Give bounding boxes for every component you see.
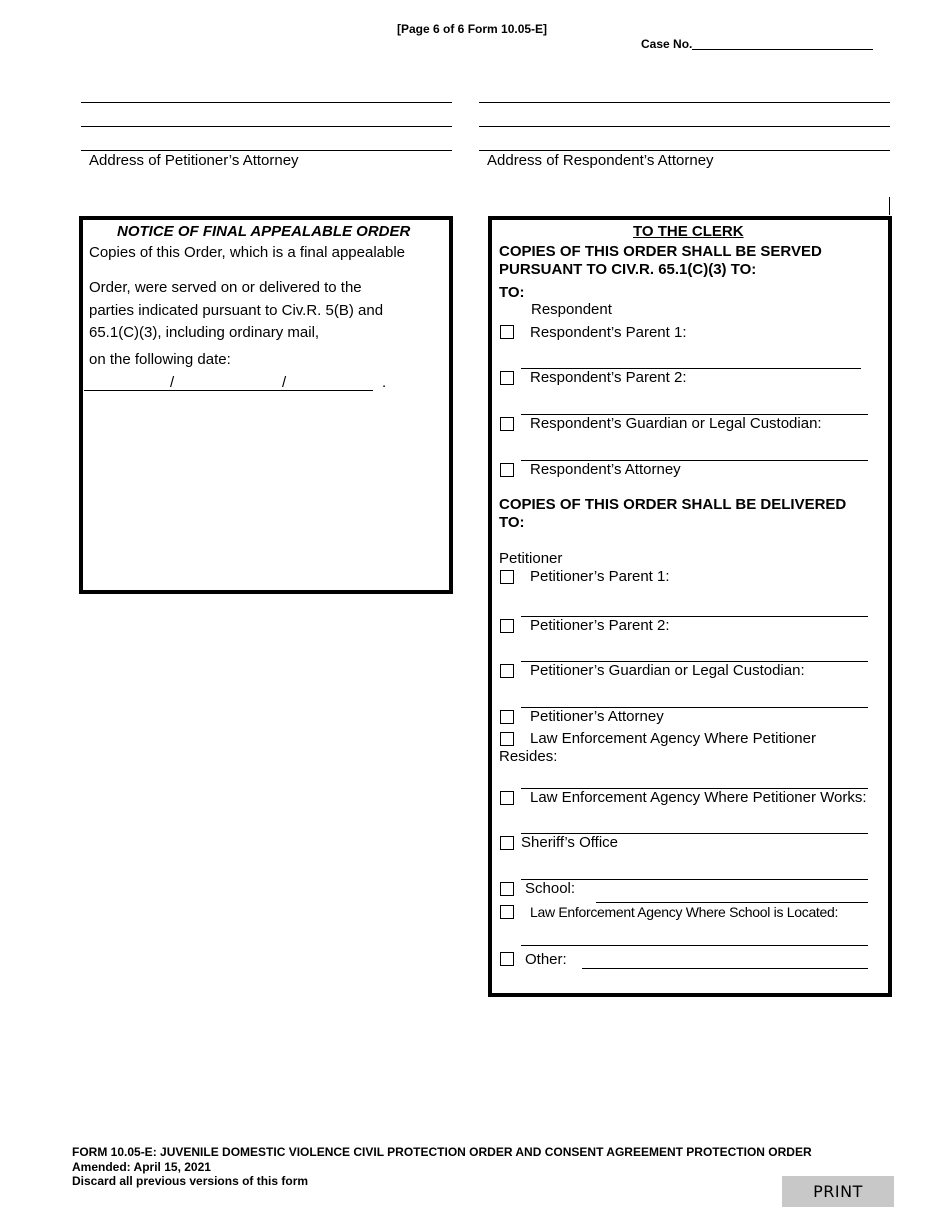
school-checkbox[interactable] bbox=[500, 882, 514, 896]
petitioner-address-label: Address of Petitioner’s Attorney bbox=[89, 152, 299, 169]
petitioner-parent-1-label: Petitioner’s Parent 1: bbox=[530, 568, 670, 585]
respondent-parent-2-checkbox[interactable] bbox=[500, 371, 514, 385]
le-works-label: Law Enforcement Agency Where Petitioner Works: bbox=[530, 789, 867, 806]
date-slash-2: / bbox=[282, 374, 287, 391]
petitioner-attorney-checkbox[interactable] bbox=[500, 710, 514, 724]
school-label: School: bbox=[525, 880, 576, 897]
respondent-guardian-label: Respondent’s Guardian or Legal Custodian: bbox=[530, 415, 822, 432]
date-slash-1: / bbox=[170, 374, 175, 391]
footer-discard: Discard all previous versions of this form bbox=[72, 1174, 309, 1188]
respondent-address-label: Address of Respondent’s Attorney bbox=[487, 152, 714, 169]
page-label: [Page 6 of 6 Form 10.05-E] bbox=[397, 22, 548, 36]
respondent-address-line-1[interactable] bbox=[479, 102, 890, 103]
petitioner-address-line-3[interactable] bbox=[81, 150, 452, 151]
respondent-attorney-label: Respondent’s Attorney bbox=[530, 461, 681, 478]
other-checkbox[interactable] bbox=[500, 952, 514, 966]
notice-date-field[interactable] bbox=[84, 390, 373, 391]
respondent-attorney-checkbox[interactable] bbox=[500, 463, 514, 477]
petitioner-address-line-2[interactable] bbox=[81, 126, 452, 127]
print-button[interactable]: PRINT bbox=[782, 1176, 894, 1207]
footer-amended: Amended: April 15, 2021 bbox=[72, 1160, 211, 1174]
other-label: Other: bbox=[525, 951, 567, 968]
notice-line-4: 65.1(C)(3), including ordinary mail, bbox=[89, 324, 320, 341]
le-resides-label-2: Resides: bbox=[499, 748, 558, 765]
petitioner-parent-1-checkbox[interactable] bbox=[500, 570, 514, 584]
sheriff-checkbox[interactable] bbox=[500, 836, 514, 850]
notice-line-2: Order, were served on or delivered to the bbox=[89, 279, 362, 296]
respondent-parent-1-checkbox[interactable] bbox=[500, 325, 514, 339]
served-heading-1: COPIES OF THIS ORDER SHALL BE SERVED bbox=[499, 243, 822, 260]
margin-mark bbox=[889, 197, 890, 215]
respondent-parent-2-label: Respondent’s Parent 2: bbox=[530, 369, 687, 386]
petitioner-address-line-1[interactable] bbox=[81, 102, 452, 103]
respondent-label: Respondent bbox=[531, 301, 612, 318]
le-school-checkbox[interactable] bbox=[500, 905, 514, 919]
delivered-heading-2: TO: bbox=[499, 514, 525, 531]
petitioner-parent-2-label: Petitioner’s Parent 2: bbox=[530, 617, 670, 634]
date-period: . bbox=[382, 374, 387, 391]
clerk-title: TO THE CLERK bbox=[633, 223, 744, 240]
other-line[interactable] bbox=[582, 968, 868, 969]
respondent-guardian-checkbox[interactable] bbox=[500, 417, 514, 431]
school-line[interactable] bbox=[596, 902, 868, 903]
petitioner-guardian-label: Petitioner’s Guardian or Legal Custodian: bbox=[530, 662, 805, 679]
to-label: TO: bbox=[499, 284, 525, 301]
petitioner-label: Petitioner bbox=[499, 550, 563, 567]
respondent-address-line-2[interactable] bbox=[479, 126, 890, 127]
le-works-checkbox[interactable] bbox=[500, 791, 514, 805]
case-no-field[interactable] bbox=[692, 49, 873, 50]
le-resides-checkbox[interactable] bbox=[500, 732, 514, 746]
case-no-label: Case No. bbox=[641, 37, 693, 51]
notice-box bbox=[79, 216, 453, 594]
petitioner-parent-2-checkbox[interactable] bbox=[500, 619, 514, 633]
respondent-address-line-3[interactable] bbox=[479, 150, 890, 151]
respondent-parent-1-label: Respondent’s Parent 1: bbox=[530, 324, 687, 341]
le-resides-label: Law Enforcement Agency Where Petitioner bbox=[530, 730, 816, 747]
petitioner-guardian-checkbox[interactable] bbox=[500, 664, 514, 678]
delivered-heading-1: COPIES OF THIS ORDER SHALL BE DELIVERED bbox=[499, 496, 847, 513]
notice-line-1: Copies of this Order, which is a final appealable bbox=[89, 244, 406, 261]
petitioner-attorney-label: Petitioner’s Attorney bbox=[530, 708, 664, 725]
footer-form-title: FORM 10.05-E: JUVENILE DOMESTIC VIOLENCE CIVIL PROTECTION ORDER AND CONSENT AGREEMENT PROTECTION ORDER bbox=[72, 1145, 812, 1159]
notice-line-3: parties indicated pursuant to Civ.R. 5(B) and bbox=[89, 302, 384, 319]
le-school-line[interactable] bbox=[521, 945, 868, 946]
notice-line-5: on the following date: bbox=[89, 351, 231, 368]
sheriff-label: Sheriff’s Office bbox=[521, 834, 618, 851]
le-school-label: Law Enforcement Agency Where School is Located: bbox=[530, 904, 839, 920]
served-heading-2: PURSUANT TO CIV.R. 65.1(C)(3) TO: bbox=[499, 261, 757, 278]
notice-title: NOTICE OF FINAL APPEALABLE ORDER bbox=[117, 223, 411, 240]
